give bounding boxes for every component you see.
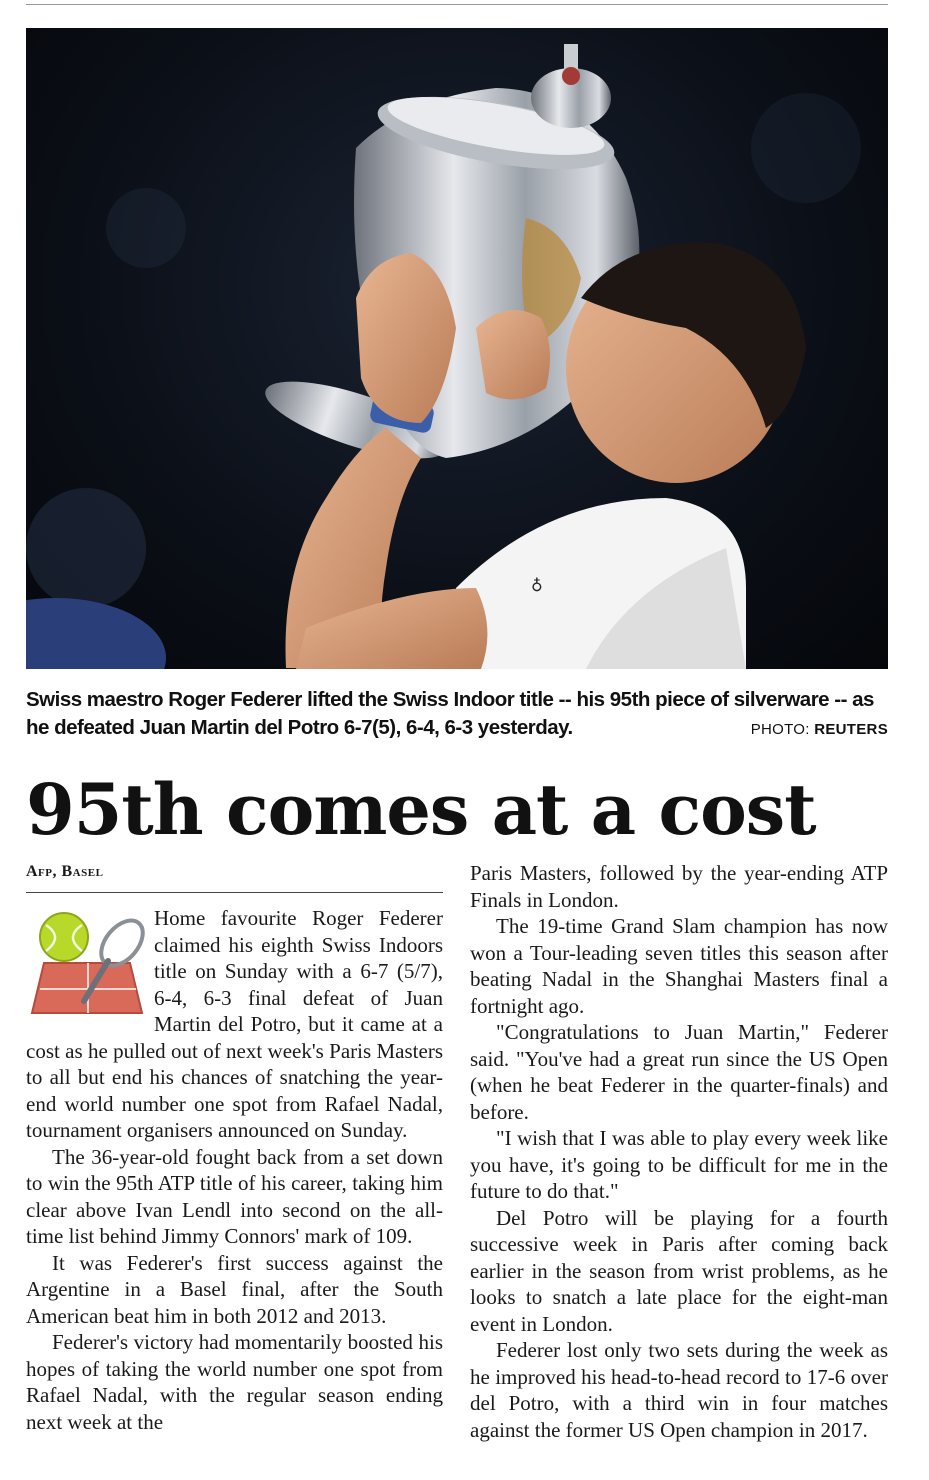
right-paragraph-5: Del Potro will be playing for a fourth successive week in Paris after coming back earlier in the season from wrist problems, as he looks to snatch a late place for the eight-man event in London.: [470, 1205, 888, 1336]
credit-source: REUTERS: [814, 721, 888, 738]
photo-caption: [26, 686, 888, 742]
right-paragraph-2: The 19-time Grand Slam champion has now won a Tour-leading seven titles this season after beating Nadal in the Shanghai Masters final a fortnight ago.: [470, 914, 888, 1018]
top-rule: [26, 4, 888, 5]
svg-text:♁: ♁: [531, 576, 543, 595]
trophy-photo: [26, 28, 888, 669]
headline: 95th comes at a cost: [26, 768, 816, 851]
caption-text: Swiss maestro Roger Federer lifted the Swiss Indoor title -- his 95th piece of silverware -- as he defeated Juan Martin del Potro 6-7(5), 6-4, 6-3 yesterday.: [26, 688, 874, 739]
dateline-rule: [26, 892, 443, 893]
right-paragraph-4: "I wish that I was able to play every week like you have, it's going to be difficult for me in the future to do that.": [470, 1126, 888, 1203]
tennis-icon: [26, 905, 148, 1021]
left-paragraph-3: It was Federer's first success against the Argentine in a Basel final, after the South American beat him in both 2012 and 2013.: [26, 1250, 443, 1328]
trophy-illustration: [26, 28, 888, 669]
right-paragraph-6: Federer lost only two sets during the week as he improved his head-to-head record to 17-6 over del Potro, with a third win in four matches against the former US Open champion in 2017.: [470, 1338, 888, 1442]
dateline: Afp, Basel: [26, 863, 104, 880]
left-paragraph-2: The 36-year-old fought back from a set down to win the 95th ATP title of his career, taking him clear above Ivan Lendl into second on the all-time list behind Jimmy Connors' mark of 109.: [26, 1144, 443, 1248]
credit-label: PHOTO:: [750, 721, 810, 738]
left-paragraph-1: Home favourite Roger Federer claimed his eighth Swiss Indoors title on Sunday with a 6-7 (5/7), 6-4, 6-3 final defeat of Juan Martin del Potro, but it came at a cost as he pulled out of next week's Paris Masters to all but end his chances of snatching the year-end world number one spot from Rafael Nadal, tournament organisers announced on Sunday.: [26, 906, 443, 1142]
article-column-left: [26, 905, 443, 1435]
right-paragraph-3: "Congratulations to Juan Martin," Federer said. "You've had a great run since the US Open (when he beat Federer in the quarter-finals) and before.: [470, 1020, 888, 1124]
right-paragraph-1: Paris Masters, followed by the year-ending ATP Finals in London.: [470, 861, 888, 912]
left-paragraph-4: Federer's victory had momentarily boosted his hopes of taking the world number one spot from Rafael Nadal, with the regular season ending next week at the: [26, 1330, 443, 1434]
article-column-right: [470, 860, 888, 1443]
photo-credit: [751, 716, 888, 744]
